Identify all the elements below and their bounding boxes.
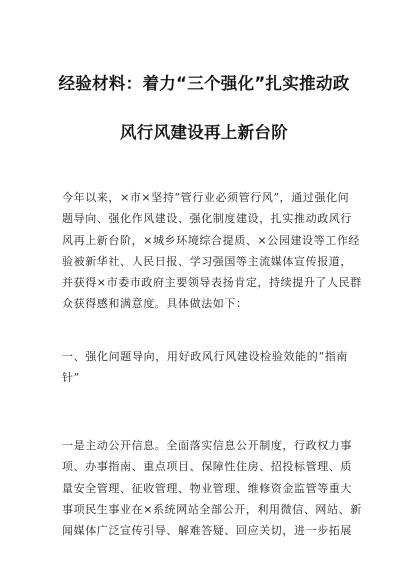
body-paragraph (62, 435, 362, 541)
document-title-line-2: 风行风建设再上新台阶 (120, 123, 288, 142)
paragraph-line: 今年以来，×市×坚持“管行业必须管行风”，通过强化问 (62, 191, 350, 204)
paragraph-line: 验被新华社、人民日报、学习强国等主流媒体宣传报道， (62, 254, 352, 268)
paragraph-line: 闻媒体广泛宣传引导、解难答疑、回应关切，进一步拓展 (62, 524, 352, 538)
paragraph-line: 针” (62, 371, 80, 385)
document-title-line-1: 经验材料：着力“三个强化”扎实推动政 (58, 74, 350, 93)
intro-paragraph (62, 187, 362, 315)
paragraph-line: 事项民生事业在×系统网站全部公开，利用微信、网站、新 (62, 502, 362, 516)
paragraph-line: 一是主动公开信息。全面落实信息公开制度，行政权力事 (62, 439, 352, 452)
paragraph-line: 风再上新台阶，×城乡环境综合提质、×公园建设等工作经 (62, 233, 361, 247)
paragraph-line: 量安全管理、征收管理、物业管理、维修资金监管等重大 (62, 481, 352, 495)
section-heading-1 (62, 346, 348, 389)
paragraph-line: 项、办事指南、重点项目、保障性住房、招投标管理、质 (62, 460, 352, 474)
paragraph-line: 题导向、强化作风建设、强化制度建设，扎实推动政风行 (62, 212, 352, 226)
paragraph-line: 并获得×市委市政府主要领导表扬肯定，持续提升了人民群 (62, 276, 362, 290)
paragraph-line: 一、强化问题导向，用好政风行风建设检验效能的“指南 (62, 350, 348, 363)
paragraph-line: 众获得感和满意度。具体做法如下： (62, 297, 248, 311)
